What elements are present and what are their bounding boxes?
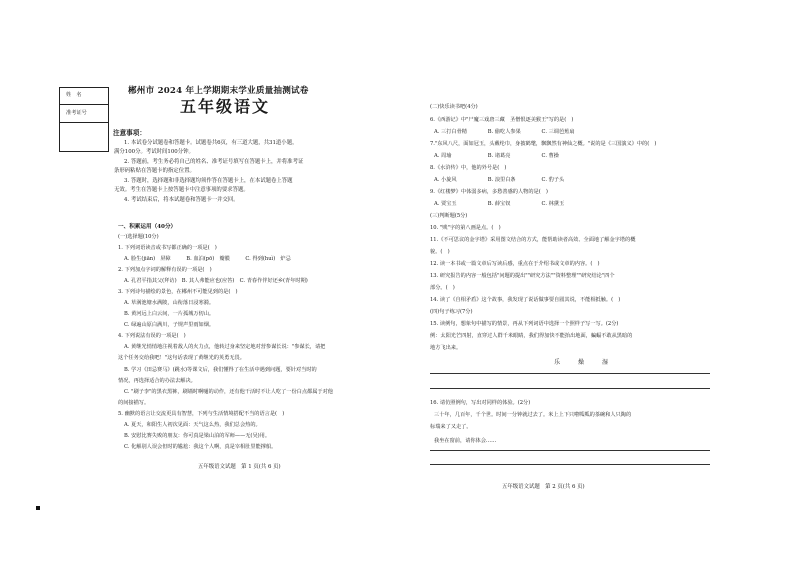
question-line: 10. "贱"字的第八画是点。( ) xyxy=(430,225,501,231)
question-line: 2. 下列加点字词的解释有误的一项是( ) xyxy=(118,267,212,273)
example-line: 地方飞出来。 xyxy=(430,345,462,351)
question-line: 11.《不可思议的金字塔》采用图文结合的方式，能帮助读者高效、全面地了解金字塔的概 xyxy=(430,237,636,243)
option-line: A. 草满池塘水满陂，山衔落日浸寒漪。 xyxy=(124,300,215,306)
option-line: B. 安慰比赛失败的朋友：你可真是梁山泊的军师——无(吴)用。 xyxy=(124,433,271,439)
question-line: 6.《西游记》中"尸魔三戏唐三藏 圣僧恨逐美猴王"写的是( ) xyxy=(430,117,574,123)
option-line: C. 化解别人误会但时的尴尬：我这个人啊，真是宰相肚里能撑船。 xyxy=(124,444,277,450)
note-line: 2. 答题前，考生务必将自己的姓名、准考证号填写在答题卡上，并将准考证 xyxy=(124,159,304,165)
option-line: 这个任务交给我吧！"这句话表现了黄继光的英勇无畏。 xyxy=(118,355,245,361)
option-line: C. 绿遍山原白满川，子规声里雨如烟。 xyxy=(124,322,215,328)
answer-line[interactable] xyxy=(430,464,710,465)
option-line: 的间接描写。 xyxy=(118,400,150,406)
option-line: A. 贾宝玉 B. 薛宝钗 C. 林黛玉 xyxy=(434,201,565,207)
question-line: 部分。( ) xyxy=(430,285,455,291)
question-line: 16. 请仿照例句，写出对同样的体验。(2分) xyxy=(430,400,531,406)
question-line: 13. 研究报告的内容一般包括"问题的提出""研究方法""资料整理""研究结论"四个 xyxy=(430,273,615,279)
question-line: 12. 读一本书或一篇文章后写读后感，重点在于介绍书或文章的内容。( ) xyxy=(430,261,600,267)
note-line: 4. 考试结束后，将本试题卷和答题卡一并交回。 xyxy=(124,197,239,203)
name-row[interactable] xyxy=(60,88,108,105)
option-line: B. 学习《田忌赛马》(跳水)等课文后，我们懂得了在生活中遇到问题，要针对当时的 xyxy=(124,367,317,373)
answer-line[interactable] xyxy=(430,373,710,374)
option-line: B. 黄河远上白云间，一片孤城万仞山。 xyxy=(124,311,215,317)
word-choices: 乐 燥 湿 xyxy=(554,359,609,366)
prompt-line: 我坐在窗前，请你体会…… xyxy=(434,438,497,444)
subsection-heading: (三)判断题(5分) xyxy=(430,213,468,219)
subsection-heading: (二)快乐读书吧(4分) xyxy=(430,104,478,110)
subsection-heading: (一)选择题(10分) xyxy=(118,234,159,240)
option-line: A. 黄继光悄悄地注视着敌人的火力点，他转过身来坚定地对营参谋长说："参谋长，请把 xyxy=(124,344,326,350)
corner-mark xyxy=(36,506,40,510)
example-line: 例：太阳光芒四射，直穿过人群千米眼睛，我们得加快不能抬出地面，蝙蝠不敢从黑暗的 xyxy=(430,333,633,339)
option-line: A. 三打白骨精 B. 偷吃人参果 C. 三调芭蕉扇 xyxy=(434,129,575,135)
answer-line[interactable] xyxy=(430,388,710,389)
exam-title: 郴州市 2024 年上学期期末学业质量抽测试卷 xyxy=(128,86,309,96)
question-line: 3. 下列诗句描绘的景色，在郴州不可能见到的是( ) xyxy=(118,289,238,295)
student-info-box xyxy=(59,87,109,152)
example-line: 标瑞来了又走了。 xyxy=(430,424,472,430)
example-line: 三十年，几百年，千个世。时间一分钟就过去了。米上上下只啦呱呱的茶碗和人只陶的 xyxy=(434,412,632,418)
page-footer: 五年级语文试题 第 2 页(共 6 页) xyxy=(502,484,585,490)
question-line: 8.《水浒传》中，他的外号是( ) xyxy=(430,165,507,171)
option-line: 情况，再选择适合的办法去解决。 xyxy=(118,378,196,384)
question-line: 4. 下列说法有误的一项是( ) xyxy=(118,333,186,339)
section-heading: 一、积累运用（40分） xyxy=(118,224,177,230)
question-line: 貌。( ) xyxy=(430,249,450,255)
name-label: 姓 名 xyxy=(66,92,82,98)
page-footer: 五年级语文试题 第 1 页(共 6 页) xyxy=(198,464,281,470)
subsection-heading: (四)句子练习(7分) xyxy=(430,309,473,315)
option-line: C. "刷子李"的黑衣黑裤，刷墙时啊嗵的动作，还有他干活时不让人吃了一份白点都属于对他 xyxy=(124,389,333,395)
question-line: 1. 下列词语读音或书写都正确的一项是( ) xyxy=(118,245,217,251)
exam-id-row[interactable] xyxy=(60,105,108,123)
option-line: A. 夏天，和阳生人初次见面：天气这么热，我们总会热的。 xyxy=(124,422,261,428)
note-line: 3. 答题时，选择题和非选择题均须作答在答题卡上，在本试题卷上答题 xyxy=(124,178,293,184)
option-line: A. 脸生(jiān) 屏障 B. 血泊(pō) 瓣膜 C. 得到(huì) 炉忌 xyxy=(124,256,291,262)
option-line: A. 孔君平指其父(拜访) B. 其人弗能应也(应答) C. 青春作伴好还乡(青年时期) xyxy=(124,278,308,284)
question-line: 14. 读了《自相矛盾》这个故事，我发现了说话做事要自圆其说，不能相抵触。( ) xyxy=(430,297,621,303)
note-line: 满分100分。考试时间100分钟。 xyxy=(114,149,194,155)
question-line: 7."东风八尺，面如冠玉，头戴纶巾，身披鹤氅，飘飘然有神仙之概。"说的是《三国演义》中的( ) xyxy=(430,141,657,147)
question-line: 5. 幽默的语言让交流更具有智慧，下列与生活情境搭配不当的语言是( ) xyxy=(118,411,285,417)
exam-id-label: 准考证号 xyxy=(66,110,87,116)
question-line: 9.《红楼梦》中体弱多病，多愁善感的人物的是( ) xyxy=(430,189,548,195)
note-line: 条形码粘贴在答题卡的指定位置。 xyxy=(114,168,195,174)
notes-title: 注意事项： xyxy=(113,129,146,137)
note-line: 1. 本试卷分试题卷和答题卡。试题卷共6页，有三道大题，共31道小题， xyxy=(124,140,298,146)
answer-line[interactable] xyxy=(430,450,710,451)
option-line: A. 周瑜 B. 诸葛亮 C. 曹操 xyxy=(434,153,559,159)
question-line: 15. 读例句，想象句中描写的情景，再从下列词语中选择一个照样子写一写。(2分) xyxy=(430,321,619,327)
note-line: 无效。考生在答题卡上按答题卡中注意事项的要求答题。 xyxy=(114,187,249,193)
right-page xyxy=(404,0,794,562)
option-line: A. 小旋风 B. 浪里白条 C. 豹子头 xyxy=(434,177,565,183)
subject-title: 五年级语文 xyxy=(180,97,271,116)
